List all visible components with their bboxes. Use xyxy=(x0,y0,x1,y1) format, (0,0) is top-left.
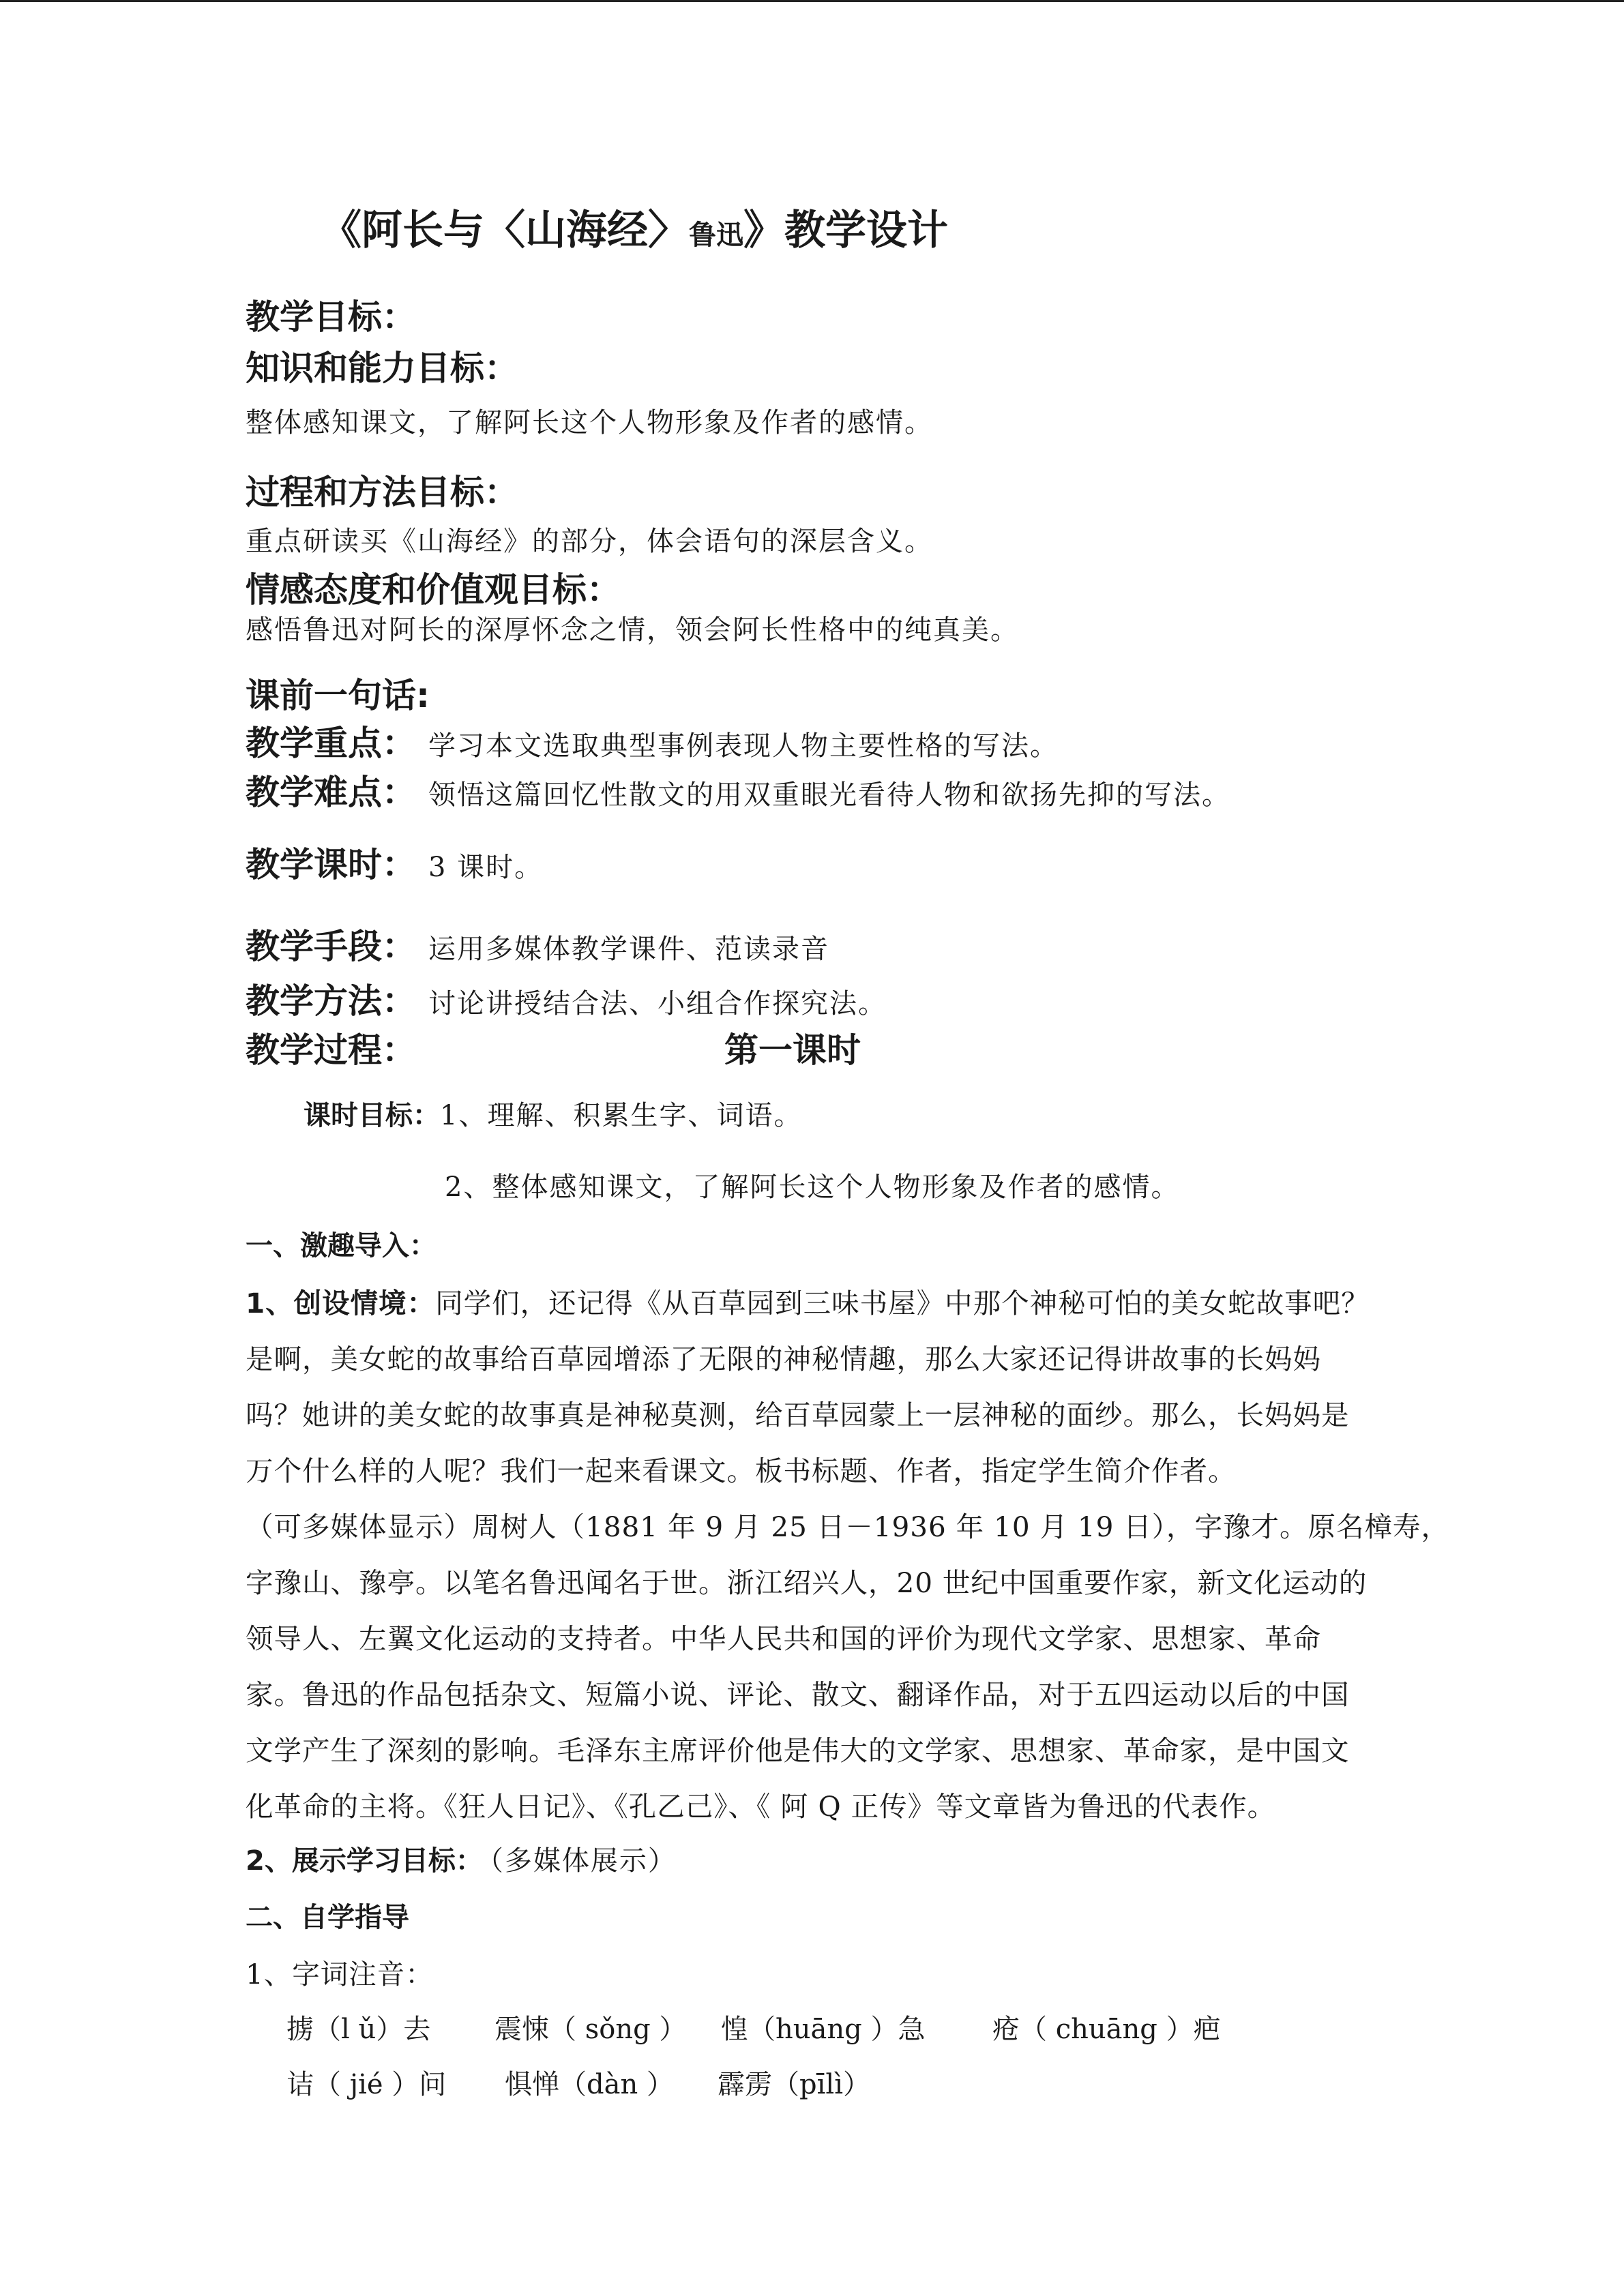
subheading-knowledge: 知识和能力目标： xyxy=(246,348,518,388)
teaching-means-row: 教学手段： 运用多媒体教学课件、范读录音 xyxy=(246,927,829,966)
teaching-method-row: 教学方法： 讨论讲授结合法、小组合作探究法。 xyxy=(246,981,887,1021)
knowledge-text: 整体感知课文，了解阿长这个人物形象及作者的感情。 xyxy=(246,407,933,438)
subheading-process: 过程和方法目标： xyxy=(246,473,518,512)
phonetic-item: 掳（l ǔ）去 xyxy=(286,2014,431,2045)
bio-line-5: 文学产生了深刻的影响。毛泽东主席评价他是伟大的文学家、思想家、革命家，是中国文 xyxy=(246,1734,1350,1767)
bio-line-6: 化革命的主将。《狂人日记》、《孔乙己》、《 阿 Q 正传》等文章皆为鲁迅的代表作。 xyxy=(246,1790,1276,1823)
phonetic-item: 震悚（ sǒng ） xyxy=(494,2014,687,2045)
key-point-row: 教学重点： 学习本文选取典型事例表现人物主要性格的写法。 xyxy=(246,724,1059,763)
scenario-line-2: 是啊，美女蛇的故事给百草园增添了无限的神秘情趣，那么大家还记得讲故事的长妈妈 xyxy=(246,1343,1321,1375)
scenario-line-4: 万个什么样的人呢？我们一起来看课文。板书标题、作者，指定学生简介作者。 xyxy=(246,1455,1237,1487)
phonetic-item: 诘（ jié ）问 xyxy=(286,2069,447,2100)
lesson-goal-1: 课时目标：1、理解、积累生字、词语。 xyxy=(304,1100,803,1131)
phonetic-item: 疮（ chuāng ）疤 xyxy=(992,2014,1221,2045)
teaching-process-label: 教学过程： xyxy=(246,1030,416,1070)
phonetic-item: 惶（huāng ）急 xyxy=(721,2014,926,2045)
show-goals-row: 2、展示学习目标： （多媒体展示） xyxy=(246,1845,677,1877)
section-one-heading: 一、激趣导入： xyxy=(246,1230,437,1262)
lesson-goal-2: 2、整体感知课文，了解阿长这个人物形象及作者的感情。 xyxy=(445,1172,1180,1203)
section-two-heading: 二、自学指导 xyxy=(246,1902,409,1933)
phonetic-item: 惧惮（dàn ） xyxy=(505,2069,674,2100)
pre-class-sentence: 课前一句话: xyxy=(246,676,430,715)
word-phonetics-label: 1、字词注音： xyxy=(246,1958,434,1991)
section-heading-objectives: 教学目标： xyxy=(246,297,416,337)
bio-line-1: （可多媒体显示）周树人（1881 年 9 月 25 日－1936 年 10 月 19 日），字豫才。原名樟寿， xyxy=(246,1510,1449,1543)
page-title: 《阿长与〈山海经〉鲁迅》教学设计 xyxy=(321,207,948,254)
process-text: 重点研读买《山海经》的部分，体会语句的深层含义。 xyxy=(246,526,933,557)
top-border xyxy=(0,0,1624,2)
difficulty-row: 教学难点： 领悟这篇回忆性散文的用双重眼光看待人物和欲扬先抑的写法。 xyxy=(246,773,1230,812)
subheading-emotion: 情感态度和价值观目标： xyxy=(246,570,621,610)
scenario-line-3: 吗？她讲的美女蛇的故事真是神秘莫测，给百草园蒙上一层神秘的面纱。那么，长妈妈是 xyxy=(246,1399,1350,1431)
first-lesson-title: 第一课时 xyxy=(724,1030,861,1070)
scenario-line-1: 1、创设情境：同学们，还记得《从百草园到三味书屋》中那个神秘可怕的美女蛇故事吧？ xyxy=(246,1287,1370,1320)
emotion-text: 感悟鲁迅对阿长的深厚怀念之情，领会阿长性格中的纯真美。 xyxy=(246,614,1019,646)
bio-line-4: 家。鲁迅的作品包括杂文、短篇小说、评论、散文、翻译作品，对于五四运动以后的中国 xyxy=(246,1678,1350,1711)
bio-line-3: 领导人、左翼文化运动的支持者。中华人民共和国的评价为现代文学家、思想家、革命 xyxy=(246,1622,1321,1655)
phonetic-item: 霹雳（pīlì） xyxy=(718,2069,870,2100)
class-hours-row: 教学课时： 3 课时。 xyxy=(246,845,544,884)
bio-line-2: 字豫山、豫亭。以笔名鲁迅闻名于世。浙江绍兴人，20 世纪中国重要作家，新文化运动的 xyxy=(246,1566,1368,1599)
